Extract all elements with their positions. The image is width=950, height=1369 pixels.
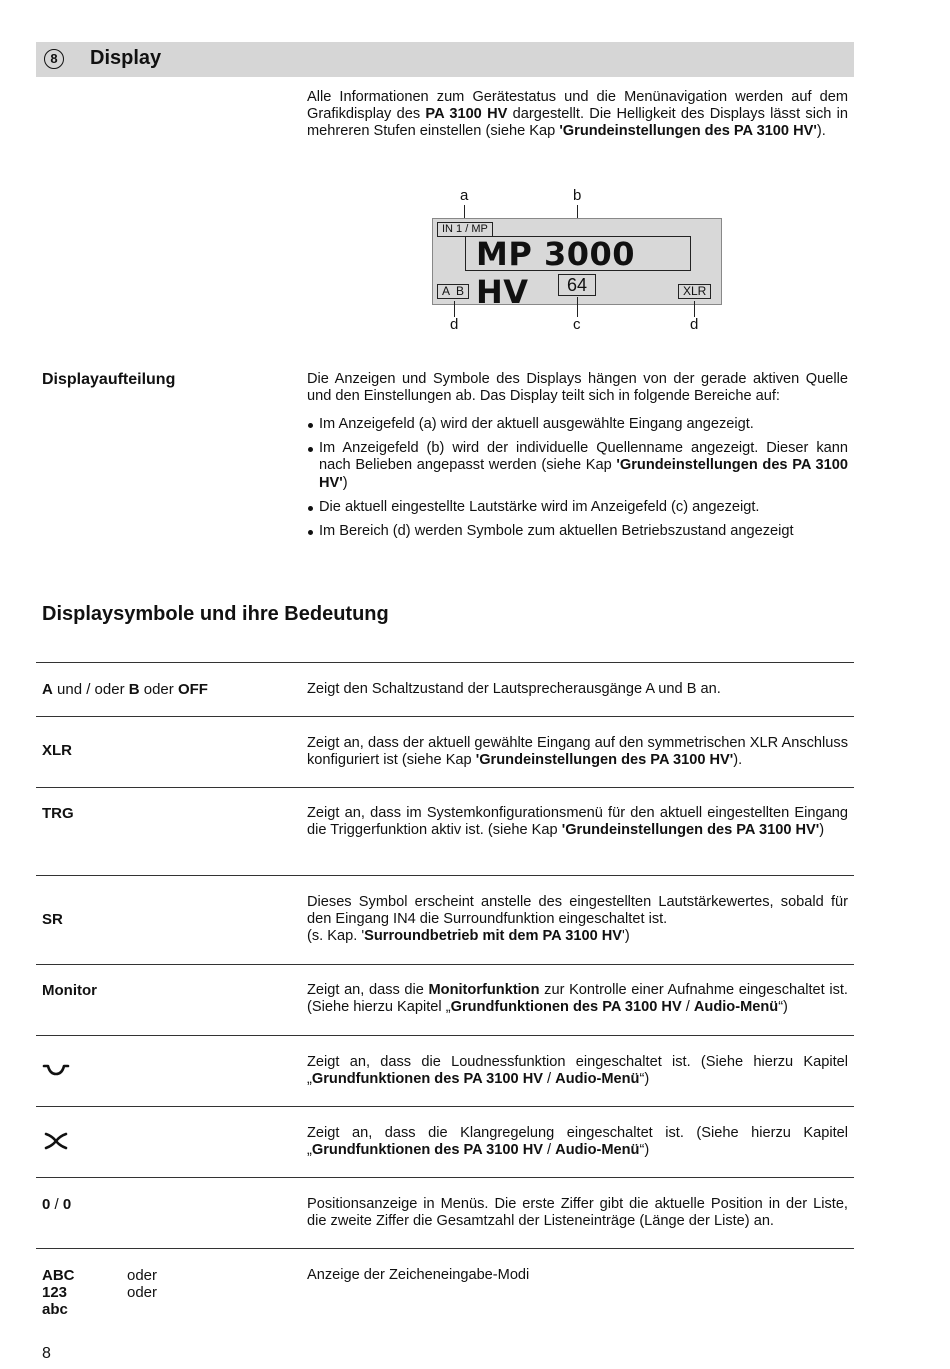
- symbol-text: /: [50, 1196, 63, 1213]
- lcd-display: [432, 218, 722, 311]
- symbol-description: [307, 735, 848, 769]
- symbol-description: [307, 1054, 848, 1088]
- table-divider: [36, 875, 854, 876]
- callout-d-right: d: [690, 316, 699, 333]
- list-item: [307, 440, 848, 492]
- description-text: '): [622, 928, 630, 945]
- tone-control-icon: [42, 1132, 70, 1154]
- table-divider: [36, 662, 854, 663]
- bullet-chapter-ref: 'Grundeinstellungen des PA 3100 HV': [319, 457, 849, 491]
- intro-text: dargestellt. Die Helligkeit des Displays lässt sich in mehreren Stufen einstellen (siehe Kap: [307, 106, 848, 140]
- symbol-description: Zeigt den Schaltzustand der Lautsprecherausgänge A und B an.: [307, 681, 721, 697]
- table-divider: [36, 964, 854, 965]
- callout-a: a: [460, 187, 469, 204]
- page-number: 8: [42, 1345, 51, 1362]
- description-chapter-ref: Audio-Menü: [693, 999, 779, 1016]
- table-divider: [36, 1106, 854, 1107]
- description-chapter-ref: Audio-Menü: [555, 1142, 640, 1159]
- symbol-abc-upper: ABC: [42, 1267, 75, 1284]
- symbols-section-title: Displaysymbole und ihre Bedeutung: [42, 603, 389, 625]
- callout-c: c: [573, 316, 581, 333]
- symbol-speaker-state: [42, 681, 208, 698]
- description-text: Zeigt an, dass die Loudnessfunktion eingeschaltet ist. (Siehe hierzu Kapitel „: [307, 1054, 848, 1088]
- symbol-a: A: [42, 681, 53, 698]
- symbol-description: [307, 1125, 848, 1159]
- callout-line-d-left: [454, 301, 455, 317]
- description-chapter-ref: Surroundbetrieb mit dem PA 3100 HV: [364, 928, 623, 945]
- table-divider: [36, 1035, 854, 1036]
- symbol-or: oder: [127, 1284, 158, 1301]
- lcd-xlr-indicator: XLR: [678, 284, 711, 299]
- description-text: Zeigt an, dass der aktuell gewählte Eingang auf den symmetrischen XLR Anschluss konfiguriert ist (siehe Kap: [307, 735, 848, 769]
- symbol-description: [307, 805, 848, 839]
- bullet-text: Im Anzeigefeld (a) wird der aktuell ausgewählte Eingang angezeigt.: [319, 416, 754, 432]
- description-text: zur Kontrolle einer Aufnahme eingeschaltet ist. (Siehe hierzu Kapitel „: [307, 982, 848, 1016]
- description-text: /: [542, 1071, 556, 1088]
- list-item: [307, 523, 848, 540]
- symbol-description: Anzeige der Zeicheneingabe-Modi: [307, 1267, 530, 1283]
- description-text: Zeigt an, dass die Klangregelung eingeschaltet ist. (Siehe hierzu Kapitel „: [307, 1125, 848, 1159]
- description-text: (s. Kap. ': [307, 928, 365, 945]
- display-areas-list: [307, 416, 848, 547]
- symbol-description: [307, 894, 848, 946]
- bullet-text: Im Bereich (d) werden Symbole zum aktuellen Betriebszustand angezeigt: [319, 523, 794, 540]
- symbol-xlr: XLR: [42, 742, 72, 759]
- intro-chapter-ref: 'Grundeinstellungen des PA 3100 HV': [559, 123, 817, 140]
- intro-model: PA 3100 HV: [425, 106, 508, 123]
- description-chapter-ref: 'Grundeinstellungen des PA 3100 HV': [561, 822, 820, 839]
- description-chapter-ref: Grundfunktionen des PA 3100 HV: [311, 1142, 543, 1159]
- symbol-description: Positionsanzeige in Menüs. Die erste Ziffer gibt die aktuelle Position in der Liste, die zweite Ziffer die Gesamtzahl der Listeneinträge (Länge der Liste) an.: [307, 1196, 848, 1230]
- bullet-text: ): [342, 474, 348, 491]
- symbol-digit: 0: [62, 1196, 72, 1213]
- description-text: /: [542, 1142, 556, 1159]
- symbol-abc-lower: abc: [42, 1301, 68, 1318]
- symbol-sr: SR: [42, 911, 63, 928]
- lcd-volume: 64: [558, 274, 596, 296]
- bullet-text: Im Anzeigefeld (b) wird der individuelle Quellenname angezeigt. Dieser kann nach Belieben angepasst werden (siehe Kap: [319, 440, 848, 474]
- description-chapter-ref: Grundfunktionen des PA 3100 HV: [450, 999, 682, 1016]
- table-divider: [36, 1177, 854, 1178]
- symbol-off: OFF: [177, 681, 208, 698]
- description-text: “): [778, 999, 788, 1016]
- description-text: Dieses Symbol erscheint anstelle des eingestellten Lautstärkewertes, sobald für den Eingang IN4 die Surroundfunktion eingeschaltet ist.: [307, 894, 848, 928]
- description-text: ).: [733, 752, 743, 769]
- loudness-icon: [42, 1062, 70, 1082]
- symbol-position: [42, 1196, 71, 1213]
- list-item: [307, 499, 848, 516]
- callout-line-c: [577, 297, 578, 317]
- description-chapter-ref: Audio-Menü: [555, 1071, 640, 1088]
- displayaufteilung-heading: Displayaufteilung: [42, 371, 176, 388]
- list-item: [307, 416, 848, 433]
- description-text: ): [819, 822, 825, 839]
- symbol-digit: 0: [42, 1196, 51, 1213]
- description-text: Zeigt an, dass im Systemkonfigurationsmenü für den aktuell eingestellten Eingang die Triggerfunktion aktiv ist. (siehe Kap: [307, 805, 848, 839]
- description-highlight: Monitorfunktion: [428, 982, 540, 998]
- description-text: /: [681, 999, 694, 1016]
- intro-text: Alle Informationen zum Gerätestatus und die Menünavigation werden auf dem Grafikdisplay des: [307, 89, 848, 123]
- displayaufteilung-intro: Die Anzeigen und Symbole des Displays hängen von der gerade aktiven Quelle und den Einstellungen ab. Das Display teilt sich in folgende Bereiche auf:: [307, 371, 848, 405]
- callout-b: b: [573, 187, 582, 204]
- intro-text: ).: [816, 123, 826, 140]
- symbol-b: B: [128, 681, 140, 698]
- section-number: 8: [44, 49, 64, 69]
- callout-line-d-right: [694, 301, 695, 317]
- lcd-speaker-indicator: A B: [437, 284, 469, 299]
- bullet-text: Die aktuell eingestellte Lautstärke wird im Anzeigefeld (c) angezeigt.: [319, 498, 760, 515]
- symbol-123: 123: [42, 1284, 68, 1301]
- tone-control-icon-graphic: [42, 1132, 70, 1150]
- symbol-trg: TRG: [42, 805, 74, 822]
- lcd-source-name: MP 3000 HV: [476, 235, 635, 311]
- description-text: “): [639, 1071, 650, 1088]
- symbol-or: oder: [127, 1267, 158, 1284]
- description-text: “): [639, 1142, 650, 1159]
- symbol-description: [307, 982, 848, 1016]
- symbol-monitor: Monitor: [42, 982, 97, 999]
- description-chapter-ref: Grundfunktionen des PA 3100 HV: [311, 1071, 543, 1088]
- description-text: Zeigt an, dass die: [307, 982, 429, 998]
- intro-paragraph: [307, 89, 848, 141]
- section-header: [36, 42, 854, 77]
- loudness-icon-graphic: [42, 1062, 70, 1078]
- lcd-input-field: IN 1 / MP: [437, 222, 493, 237]
- page-title: Display: [90, 47, 162, 69]
- table-divider: [36, 787, 854, 788]
- table-divider: [36, 716, 854, 717]
- description-chapter-ref: 'Grundeinstellungen des PA 3100 HV': [475, 752, 734, 769]
- symbol-text: und / oder: [52, 681, 129, 698]
- table-divider: [36, 1248, 854, 1249]
- symbol-text: oder: [139, 681, 178, 698]
- callout-d-left: d: [450, 316, 459, 333]
